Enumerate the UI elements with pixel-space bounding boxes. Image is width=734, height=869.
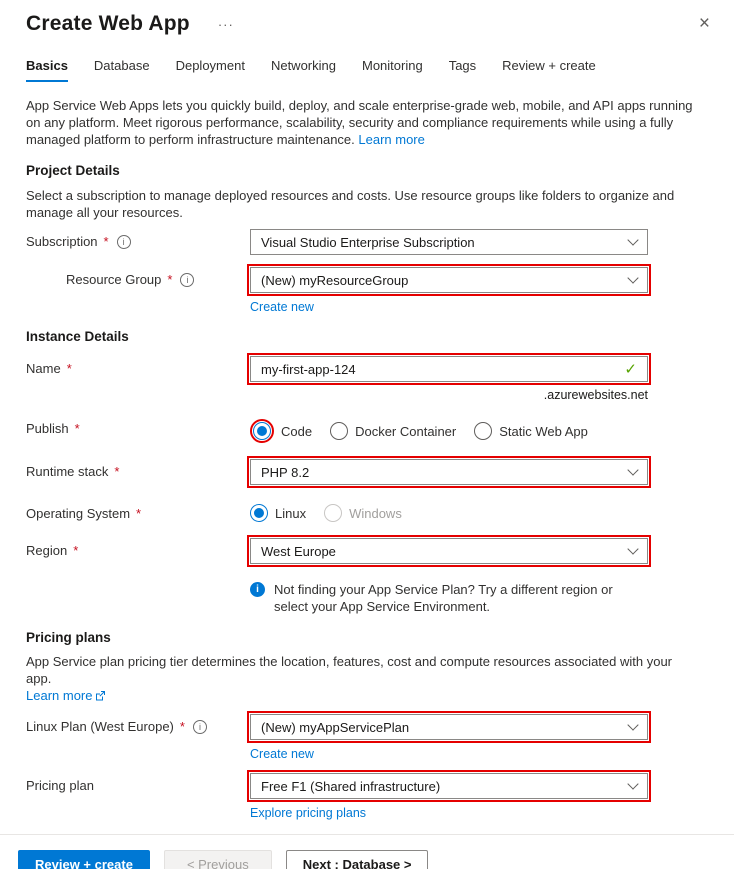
note-text: Not finding your App Service Plan? Try a different region or select your App Service Environment.: [274, 582, 613, 614]
subscription-label: Subscription: [26, 234, 98, 249]
info-icon[interactable]: i: [180, 273, 194, 287]
linux-plan-value: (New) myAppServicePlan: [261, 719, 410, 735]
resource-group-dropdown[interactable]: [250, 267, 648, 293]
domain-suffix: .azurewebsites.net: [543, 388, 648, 402]
radio-docker-container[interactable]: [330, 422, 456, 440]
pricing-plan-value: Free F1 (Shared infrastructure): [261, 778, 441, 794]
info-filled-icon: i: [250, 582, 265, 597]
tab-review-create[interactable]: Review + create: [502, 58, 596, 73]
pricing-description-text: App Service plan pricing tier determines the location, features, cost and compute resources associated with your app.: [26, 654, 673, 686]
name-row: [26, 356, 708, 402]
page-title: Create Web App: [26, 12, 190, 35]
pricing-description: [26, 653, 686, 704]
required-asterisk: *: [136, 506, 142, 521]
required-asterisk: *: [179, 719, 185, 734]
required-asterisk: *: [103, 234, 109, 249]
runtime-stack-dropdown[interactable]: [250, 459, 648, 485]
required-asterisk: *: [74, 421, 80, 436]
region-row: [26, 538, 708, 564]
region-dropdown[interactable]: [250, 538, 648, 564]
app-service-plan-note: [250, 581, 648, 615]
section-project-details: Project Details: [26, 163, 120, 178]
pricing-plan-row: [26, 773, 708, 820]
tab-tags[interactable]: Tags: [448, 58, 477, 73]
chevron-down-icon: [627, 272, 638, 283]
pricing-plan-label: Pricing plan: [26, 778, 94, 793]
operating-system-row: [26, 501, 708, 522]
footer-buttons: [18, 850, 708, 869]
section-instance-details: Instance Details: [26, 329, 129, 344]
publish-row: [26, 416, 708, 443]
publish-radio-group: [250, 416, 648, 443]
required-asterisk: *: [167, 272, 173, 287]
resource-group-value: (New) myResourceGroup: [261, 272, 409, 288]
subscription-row: [26, 229, 708, 255]
resource-group-row: [26, 267, 708, 314]
tab-database[interactable]: Database: [93, 58, 150, 73]
name-input-wrapper: [250, 356, 648, 382]
os-radio-group: [250, 501, 648, 522]
chevron-down-icon: [627, 464, 638, 475]
tab-basics[interactable]: Basics: [26, 58, 68, 82]
explore-pricing-plans-link[interactable]: Explore pricing plans: [250, 806, 367, 820]
valid-check-icon: ✓: [624, 361, 637, 378]
footer-divider: [0, 834, 734, 835]
red-annotation-circle: [250, 419, 274, 443]
tab-deployment[interactable]: Deployment: [175, 58, 245, 73]
section-pricing-plans: Pricing plans: [26, 630, 111, 645]
runtime-stack-label: Runtime stack: [26, 464, 109, 479]
radio-disabled-icon: [324, 504, 342, 522]
radio-unselected-icon: [330, 422, 348, 440]
radio-unselected-icon: [474, 422, 492, 440]
radio-docker-label: Docker Container: [355, 423, 457, 439]
resource-group-label: Resource Group: [66, 272, 162, 287]
intro-learn-more-link[interactable]: Learn more: [358, 132, 425, 147]
previous-button: < Previous: [164, 850, 272, 869]
pricing-learn-more-link[interactable]: [26, 688, 106, 703]
intro-body: App Service Web Apps lets you quickly build, deploy, and scale enterprise-grade web, mobile, and API apps running on any platform. Meet rigorous performance, scalability, security and compliance requirements while using a fully managed platform to perform infrastructure maintenance.: [26, 98, 693, 147]
linux-plan-create-new-link[interactable]: Create new: [250, 747, 314, 761]
intro-text: [26, 97, 698, 148]
more-options-icon[interactable]: ···: [217, 16, 234, 32]
linux-plan-label: Linux Plan (West Europe): [26, 719, 174, 734]
project-details-description: Select a subscription to manage deployed resources and costs. Use resource groups like folders to organize and manage all your resources.: [26, 188, 675, 220]
close-icon[interactable]: ×: [698, 13, 710, 34]
resource-group-create-new-link[interactable]: Create new: [250, 300, 314, 314]
region-value: West Europe: [261, 543, 336, 559]
wizard-tabs: [26, 58, 708, 82]
publish-label: Publish: [26, 421, 69, 436]
info-icon[interactable]: i: [193, 720, 207, 734]
review-create-button[interactable]: Review + create: [18, 850, 150, 869]
runtime-stack-value: PHP 8.2: [261, 464, 310, 480]
next-database-button[interactable]: Next : Database >: [286, 850, 429, 869]
required-asterisk: *: [66, 361, 72, 376]
chevron-down-icon: [627, 543, 638, 554]
radio-linux-label: Linux: [275, 505, 307, 521]
radio-windows-label: Windows: [349, 505, 402, 521]
external-link-icon: [95, 690, 106, 701]
pricing-learn-more-label: Learn more: [26, 688, 93, 703]
radio-code[interactable]: [250, 419, 312, 443]
chevron-down-icon: [627, 719, 638, 730]
operating-system-label: Operating System: [26, 506, 131, 521]
radio-code-label: Code: [281, 423, 313, 439]
runtime-stack-row: [26, 459, 708, 485]
linux-plan-row: [26, 714, 708, 761]
info-icon[interactable]: i: [117, 235, 131, 249]
linux-plan-dropdown[interactable]: [250, 714, 648, 740]
tab-networking[interactable]: Networking: [270, 58, 336, 73]
pricing-plan-dropdown[interactable]: [250, 773, 648, 799]
radio-selected-icon: [253, 422, 271, 440]
required-asterisk: *: [114, 464, 120, 479]
panel-header: [26, 12, 708, 36]
radio-selected-icon: [250, 504, 268, 522]
region-label: Region: [26, 543, 68, 558]
chevron-down-icon: [627, 778, 638, 789]
radio-static-web-app[interactable]: [474, 422, 588, 440]
name-label: Name: [26, 361, 61, 376]
required-asterisk: *: [73, 543, 79, 558]
radio-linux[interactable]: [250, 504, 306, 522]
tab-monitoring[interactable]: Monitoring: [361, 58, 423, 73]
subscription-dropdown[interactable]: [250, 229, 648, 255]
name-input[interactable]: [261, 357, 624, 381]
radio-static-label: Static Web App: [499, 423, 588, 439]
radio-windows: [324, 504, 402, 522]
chevron-down-icon: [627, 234, 638, 245]
subscription-value: Visual Studio Enterprise Subscription: [261, 234, 475, 250]
